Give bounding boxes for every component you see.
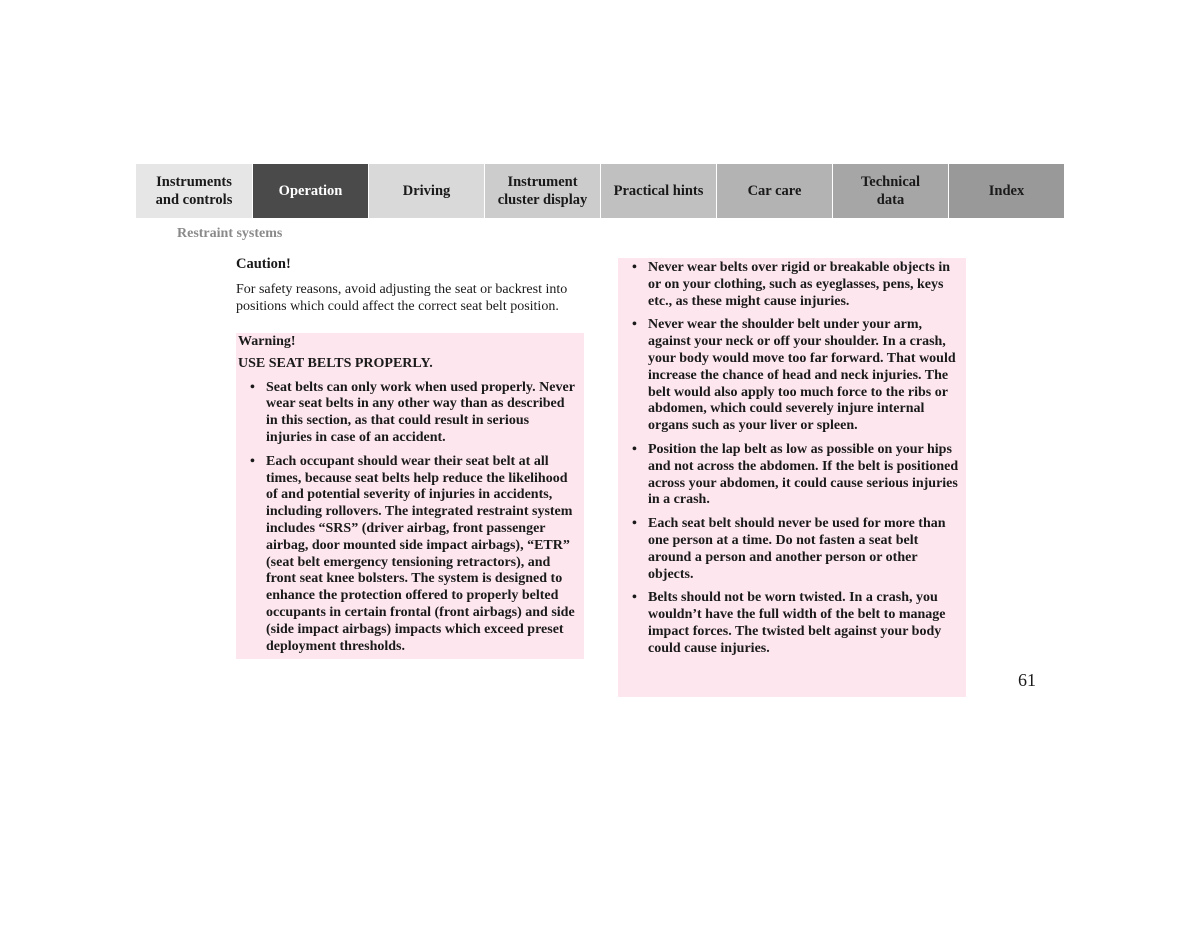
list-item xyxy=(620,317,964,435)
list-item xyxy=(620,590,964,657)
list-item xyxy=(620,442,964,509)
tab-instruments-and-controls[interactable]: Instruments and controls xyxy=(136,164,252,218)
tab-technical-data[interactable]: Technical data xyxy=(832,164,948,218)
caution-text: For safety reasons, avoid adjusting the seat or backrest into positions which could affect the correct seat belt position. xyxy=(236,282,568,314)
list-item-text: Position the lap belt as low as possible on your hips and not across the abdomen. If the belt is positioned across your abdomen, it could cause serious injuries in a crash. xyxy=(648,441,959,508)
list-item-text: Belts should not be worn twisted. In a crash, you wouldn’t have the full width of the belt to manage impact forces. The twisted belt against your body could cause injuries. xyxy=(648,590,946,656)
page-number: 61 xyxy=(1018,670,1036,690)
tab-instrument-cluster-display[interactable]: Instrument cluster display xyxy=(484,164,600,218)
tab-index[interactable]: Index xyxy=(948,164,1064,218)
warning-list xyxy=(238,380,582,656)
bullet-icon: • xyxy=(632,317,637,333)
section-title: Restraint systems xyxy=(177,226,283,241)
list-item-text: Each seat belt should never be used for more than one person at a time. Do not fasten a seat belt around a person and another person or other objects. xyxy=(648,516,946,582)
warning-title: Warning! xyxy=(238,334,296,349)
bullet-icon: • xyxy=(632,590,637,606)
left-column xyxy=(236,256,584,659)
list-item xyxy=(620,260,964,310)
section-tabs xyxy=(136,164,1065,218)
list-item-text: Seat belts can only work when used properly. Never wear seat belts in any other way than as described in this section, as that could result in serious injuries in case of an accident. xyxy=(266,379,575,445)
list-item xyxy=(620,516,964,583)
bullet-icon: • xyxy=(250,453,255,469)
warning-subtitle: USE SEAT BELTS PROPERLY. xyxy=(238,355,433,371)
bullet-icon: • xyxy=(632,441,637,457)
list-item-text: Never wear belts over rigid or breakable objects in or on your clothing, such as eyeglasses, pens, keys etc., as these might cause injuries. xyxy=(648,260,950,309)
right-warning-list xyxy=(620,260,964,658)
tab-driving[interactable]: Driving xyxy=(368,164,484,218)
list-item xyxy=(238,454,582,656)
tab-operation[interactable]: Operation xyxy=(252,164,368,218)
bullet-icon: • xyxy=(632,516,637,532)
warning-box xyxy=(236,333,584,659)
caution-title: Caution! xyxy=(236,256,291,272)
list-item xyxy=(238,380,582,447)
tab-car-care[interactable]: Car care xyxy=(716,164,832,218)
tab-practical-hints[interactable]: Practical hints xyxy=(600,164,716,218)
list-item-text: Never wear the shoulder belt under your arm, against your neck or off your shoulder. In a crash, your body would move too far forward. That would increase the chance of head and neck injuries. The belt would also apply too much force to the ribs or abdomen, which could severely injure internal organs such as your liver or spleen. xyxy=(648,317,956,434)
list-item-text: Each occupant should wear their seat belt at all times, because seat belts help reduce the likelihood of and potential severity of injuries in accidents, including rollovers. The integrated restraint system includes “SRS” (driver airbag, front passenger airbag, door mounted side impact airbags), “ETR” (seat belt emergency tensioning retractors), and front seat knee bolsters. The system is designed to enhance the protection offered to properly belted occupants in certain frontal (front airbags) and side (side impact airbags) impacts which exceed preset deployment thresholds. xyxy=(266,453,575,654)
bullet-icon: • xyxy=(632,260,637,275)
right-warning-box xyxy=(618,258,966,697)
bullet-icon: • xyxy=(250,379,255,395)
